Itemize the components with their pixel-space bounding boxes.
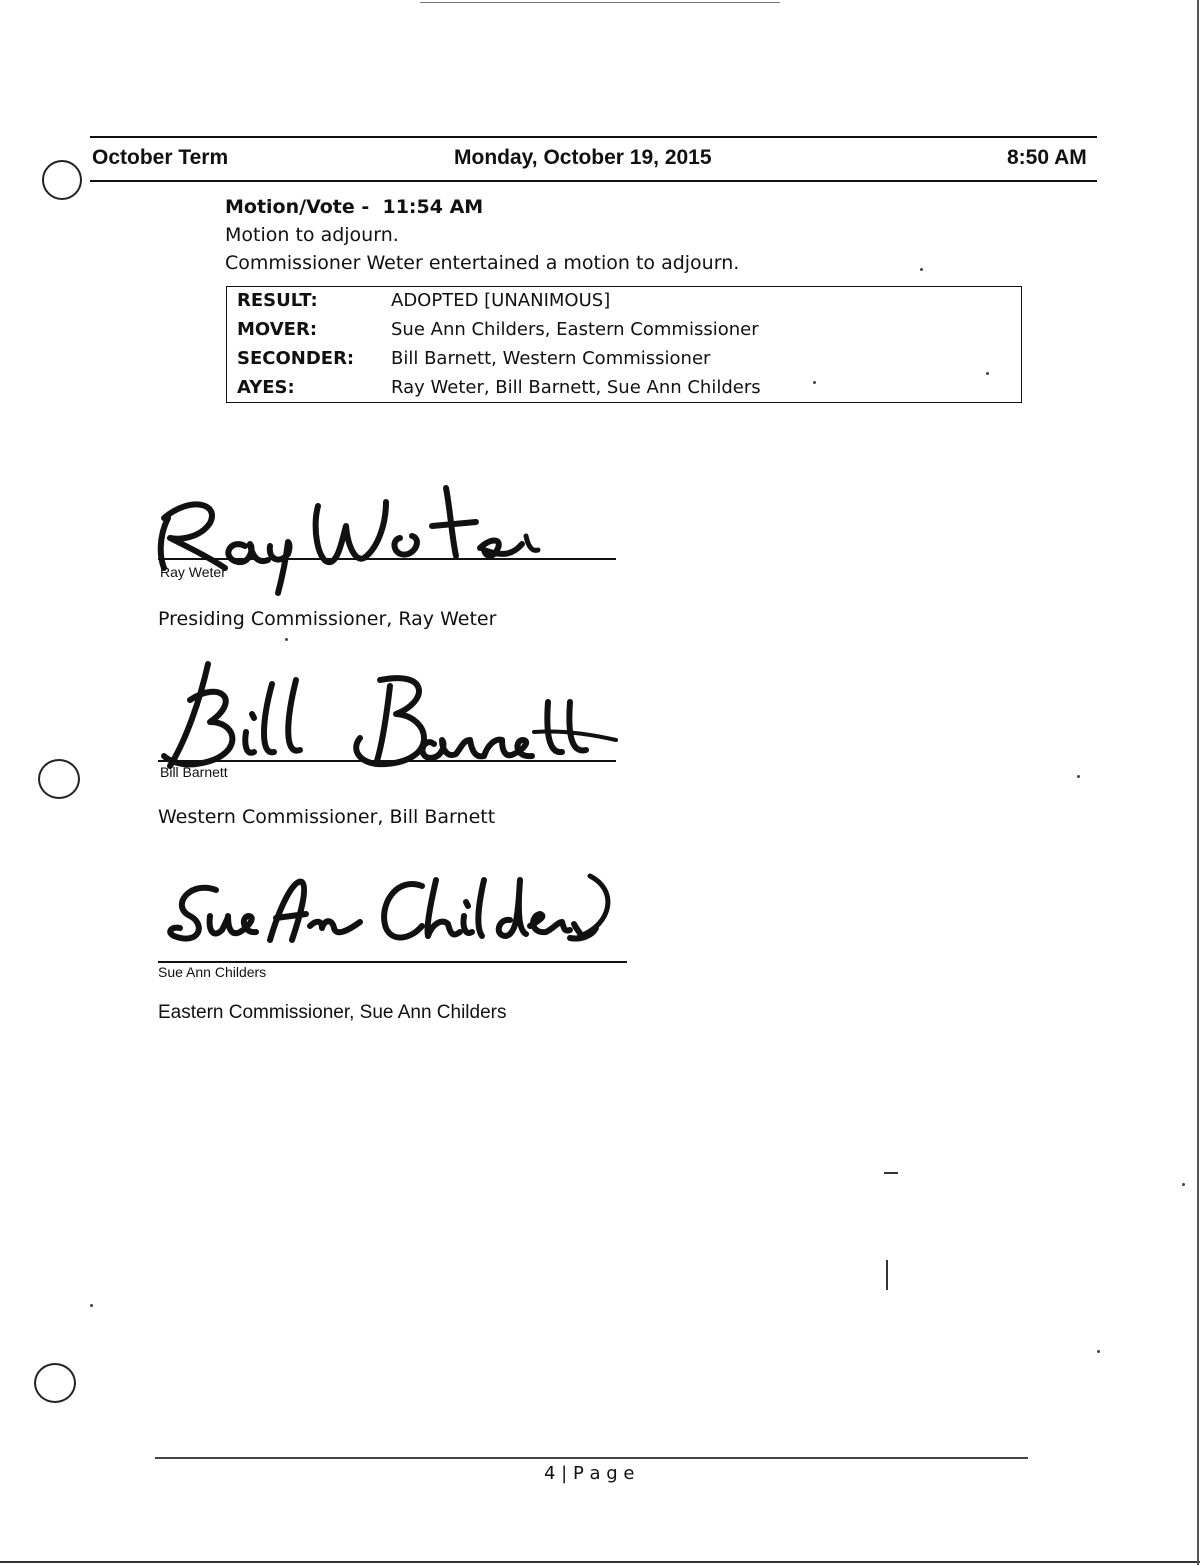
scan-mark [884, 1172, 898, 1174]
scan-bottom-edge [0, 1561, 1200, 1563]
scan-speck [1182, 1183, 1185, 1186]
binder-hole-middle [38, 759, 80, 799]
vote-label: AYES: [237, 377, 295, 398]
footer-rule [155, 1457, 1028, 1459]
signature-line-sue-ann-childers [158, 961, 627, 963]
scan-speck [920, 268, 923, 271]
vote-table [226, 286, 1022, 403]
binder-hole-top [42, 160, 82, 200]
scan-speck [90, 1304, 93, 1307]
header-term: October Term [92, 146, 229, 169]
signature-title-sue-ann-childers: Eastern Commissioner, Sue Ann Childers [158, 1002, 507, 1023]
vote-label: MOVER: [237, 319, 318, 340]
page-number: 4 | P a g e [544, 1463, 635, 1484]
motion-detail: Commissioner Weter entertained a motion to adjourn. [225, 252, 740, 274]
scan-right-edge [1197, 0, 1199, 1565]
motion-heading: Motion/Vote - 11:54 AM [225, 196, 484, 218]
scan-speck [986, 372, 989, 375]
vote-row-mover [227, 317, 1021, 346]
vote-label: SECONDER: [237, 348, 355, 369]
signature-name-ray-weter: Ray Weter [160, 564, 226, 580]
scan-speck [285, 638, 288, 641]
binder-hole-bottom [34, 1363, 76, 1403]
scan-speck [1077, 775, 1080, 778]
signature-line-ray-weter [158, 558, 616, 560]
vote-row-ayes [227, 375, 1021, 404]
scan-speck [813, 381, 816, 384]
vote-value: Sue Ann Childers, Eastern Commissioner [391, 319, 759, 340]
scan-mark [886, 1260, 888, 1290]
vote-value: Ray Weter, Bill Barnett, Sue Ann Childers [391, 377, 761, 398]
signature-name-bill-barnett: Bill Barnett [160, 764, 228, 780]
motion-description: Motion to adjourn. [225, 224, 399, 246]
vote-value: ADOPTED [UNANIMOUS] [391, 290, 611, 311]
header-time: 8:50 AM [1007, 146, 1087, 169]
signature-bill-barnett [150, 660, 620, 775]
scan-speck [1097, 1350, 1100, 1353]
signature-title-bill-barnett: Western Commissioner, Bill Barnett [158, 806, 496, 828]
signature-name-sue-ann-childers: Sue Ann Childers [158, 964, 267, 980]
vote-row-result [227, 288, 1021, 317]
header-date: Monday, October 19, 2015 [454, 146, 712, 169]
signature-line-bill-barnett [158, 760, 616, 762]
vote-label: RESULT: [237, 290, 318, 311]
signature-title-ray-weter: Presiding Commissioner, Ray Weter [158, 608, 497, 630]
signature-ray-weter [150, 478, 540, 603]
header-top-rule [90, 136, 1097, 138]
vote-value: Bill Barnett, Western Commissioner [391, 348, 711, 369]
scan-edge-line [420, 2, 780, 3]
signature-sue-ann-childers [160, 866, 620, 956]
header-bottom-rule [90, 180, 1097, 182]
vote-row-seconder [227, 346, 1021, 375]
